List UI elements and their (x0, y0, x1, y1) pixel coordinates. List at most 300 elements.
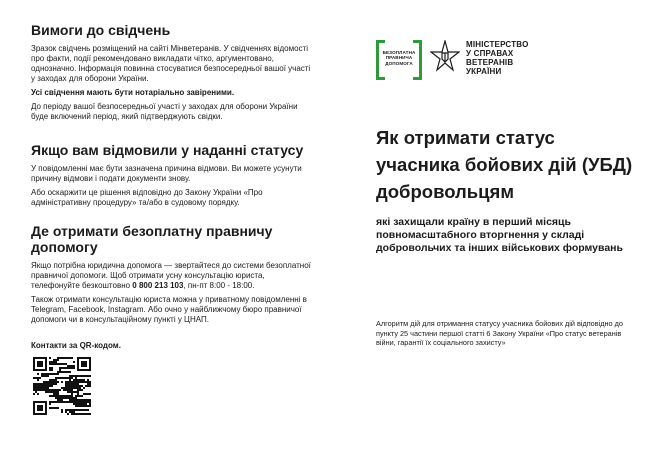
qr-module (79, 401, 81, 403)
qr-module (87, 405, 89, 407)
qr-module (39, 383, 41, 385)
qr-module (49, 367, 51, 369)
qr-module (45, 383, 47, 385)
qr-module (81, 413, 83, 415)
qr-module (73, 413, 75, 415)
qr-module (71, 365, 73, 367)
qr-module (73, 387, 75, 389)
qr-module (85, 399, 87, 401)
qr-module (49, 381, 51, 383)
qr-module (53, 383, 55, 385)
qr-module (37, 383, 39, 385)
qr-module (55, 391, 57, 393)
qr-module (63, 363, 65, 365)
period-note: До періоду вашої безпосередньої участі у заходах для оборони України буде включений період, який підтверджують свідки. (31, 102, 298, 121)
legal-aid-section (31, 223, 311, 329)
qr-module (53, 389, 55, 391)
qr-module (65, 409, 67, 411)
qr-module (55, 407, 57, 409)
qr-module (47, 391, 49, 393)
qr-module (51, 363, 53, 365)
qr-module (55, 373, 57, 375)
qr-module (49, 389, 51, 391)
qr-module (33, 377, 35, 379)
qr-module (71, 357, 73, 359)
qr-module (85, 405, 87, 407)
qr-module (75, 397, 77, 399)
qr-module (77, 403, 79, 405)
qr-module (53, 407, 55, 409)
qr-module (73, 399, 75, 401)
qr-module (51, 373, 53, 375)
qr-module (69, 379, 71, 381)
legal-aid-paragraph-2: Також отримати консультацію юриста можна у приватному повідомленні в Telegram, Facebook, Instagram. Або очно у найближчому бюро правничої допомоги чи в консультаційному пункті у ЦНАП. (31, 295, 307, 324)
qr-module (85, 409, 87, 411)
qr-module (45, 385, 47, 387)
qr-module (51, 401, 53, 403)
logo-bracket-left (376, 40, 385, 80)
qr-module (65, 371, 67, 373)
qr-module (81, 399, 83, 401)
qr-module (55, 361, 57, 363)
qr-module (77, 395, 79, 397)
qr-module (71, 375, 73, 377)
qr-module (83, 413, 85, 415)
qr-module (83, 393, 85, 395)
refusal-paragraph-2: Або оскаржити це рішення відповідно до Закону України «Про адміністративну процедуру» та/або в судовому порядку. (31, 188, 263, 207)
qr-module (71, 401, 73, 403)
qr-module (51, 395, 53, 397)
qr-module (43, 381, 45, 383)
qr-module (51, 385, 53, 387)
qr-module (67, 371, 69, 373)
ministry-name (466, 40, 546, 76)
qr-module (53, 393, 55, 395)
qr-module (81, 379, 83, 381)
qr-module (71, 383, 73, 385)
qr-module (61, 401, 63, 403)
qr-module (55, 397, 57, 399)
qr-module (57, 377, 59, 379)
qr-module (77, 375, 79, 377)
qr-module (53, 391, 55, 393)
qr-module (59, 377, 61, 379)
qr-module (45, 375, 47, 377)
qr-module (81, 403, 83, 405)
qr-module (63, 377, 65, 379)
qr-module (39, 387, 41, 389)
qr-module (43, 375, 45, 377)
qr-module (41, 385, 43, 387)
qr-module (81, 375, 83, 377)
qr-module (77, 389, 79, 391)
qr-module (55, 395, 57, 397)
qr-module (49, 369, 51, 371)
qr-module (47, 375, 49, 377)
qr-module (67, 395, 69, 397)
qr-module (39, 385, 41, 387)
qr-module (69, 401, 71, 403)
qr-module (33, 383, 35, 385)
qr-module (65, 401, 67, 403)
qr-module (51, 389, 53, 391)
qr-module (87, 385, 89, 387)
requirements-paragraph: Зразок свідчень розміщений на сайті Мінветеранів. У свідченнях відомості про факти, події рекомендовано викладати чітко, аргументовано, однозначно. Інформація повинна стосуватися безпосередньої вашої участі у заходах для оборони України. (31, 44, 311, 83)
qr-module (51, 361, 53, 363)
qr-module (73, 381, 75, 383)
qr-module (35, 389, 37, 391)
qr-module (61, 357, 63, 359)
qr-module (69, 365, 71, 367)
qr-module (73, 375, 75, 377)
qr-module (49, 401, 51, 403)
qr-module (79, 389, 81, 391)
refusal-section (31, 142, 311, 212)
qr-module (85, 375, 87, 377)
qr-module (69, 367, 71, 369)
qr-module (57, 363, 59, 365)
qr-module (65, 381, 67, 383)
qr-module (59, 401, 61, 403)
qr-module (55, 381, 57, 383)
qr-module (61, 367, 63, 369)
qr-module (75, 379, 77, 381)
qr-module (41, 387, 43, 389)
qr-module (67, 357, 69, 359)
qr-module (77, 385, 79, 387)
qr-module (57, 359, 59, 361)
legal-aid-text-end: , пн-пт 8:00 - 18:00. (183, 281, 255, 290)
qr-module (57, 401, 59, 403)
qr-module (45, 387, 47, 389)
legal-aid-logo (376, 40, 422, 76)
qr-module (67, 367, 69, 369)
requirements-heading: Вимоги до свідчень (31, 22, 171, 38)
qr-module (71, 377, 73, 379)
contacts-label: Контакти за QR-кодом. (31, 341, 121, 350)
qr-module (43, 383, 45, 385)
qr-module (85, 403, 87, 405)
qr-module (37, 377, 39, 379)
qr-module (65, 357, 67, 359)
qr-module (39, 389, 41, 391)
qr-module (79, 399, 81, 401)
qr-module (89, 399, 91, 401)
ministry-line-2: У СПРАВАХ (466, 49, 514, 58)
qr-module (47, 387, 49, 389)
qr-module (79, 405, 81, 407)
qr-module (55, 377, 57, 379)
qr-module (71, 395, 73, 397)
qr-module (33, 393, 35, 395)
requirements-section (31, 22, 311, 126)
qr-module (69, 409, 71, 411)
qr-module (73, 385, 75, 387)
qr-module (51, 391, 53, 393)
qr-module (65, 383, 67, 385)
qr-module (45, 391, 47, 393)
qr-module (59, 389, 61, 391)
qr-module (75, 377, 77, 379)
qr-module (85, 385, 87, 387)
qr-module (75, 375, 77, 377)
qr-module (67, 409, 69, 411)
qr-module (75, 403, 77, 405)
qr-module (49, 403, 51, 405)
qr-module (37, 379, 39, 381)
qr-module (59, 357, 61, 359)
qr-module (81, 401, 83, 403)
qr-module (37, 389, 39, 391)
qr-module (71, 397, 73, 399)
qr-module (67, 385, 69, 387)
qr-module (69, 395, 71, 397)
qr-module (63, 367, 65, 369)
qr-module (71, 393, 73, 395)
qr-module (75, 409, 77, 411)
qr-module (73, 401, 75, 403)
qr-module (35, 391, 37, 393)
qr-module (57, 397, 59, 399)
qr-module (79, 413, 81, 415)
qr-module (69, 391, 71, 393)
qr-module (47, 385, 49, 387)
qr-module (51, 383, 53, 385)
qr-module (49, 407, 51, 409)
qr-module (57, 381, 59, 383)
qr-module (75, 395, 77, 397)
qr-module (49, 363, 51, 365)
qr-module (85, 413, 87, 415)
qr-module (69, 389, 71, 391)
qr-module (69, 383, 71, 385)
qr-module (33, 385, 35, 387)
ministry-emblem-icon (430, 40, 460, 74)
qr-module (55, 359, 57, 361)
qr-module (69, 387, 71, 389)
qr-module (35, 387, 37, 389)
qr-module (57, 407, 59, 409)
qr-module (49, 379, 51, 381)
qr-module (67, 397, 69, 399)
subtitle: які захищали країну в перший місяць повномасштабного вторгнення у складі добровольчих та інших військових формувань (376, 216, 623, 254)
qr-module (75, 381, 77, 383)
qr-module (79, 387, 81, 389)
qr-module (87, 399, 89, 401)
qr-module (49, 395, 51, 397)
qr-module (37, 393, 39, 395)
qr-module (87, 393, 89, 395)
qr-module (81, 395, 83, 397)
qr-module (65, 387, 67, 389)
qr-module (41, 373, 43, 375)
qr-module (59, 363, 61, 365)
qr-module (53, 381, 55, 383)
qr-module (57, 395, 59, 397)
qr-module (67, 383, 69, 385)
qr-module (59, 397, 61, 399)
qr-module (89, 403, 91, 405)
qr-module (89, 385, 91, 387)
qr-module (57, 389, 59, 391)
qr-module (57, 393, 59, 395)
qr-module (47, 383, 49, 385)
qr-module (57, 371, 59, 373)
qr-module (81, 389, 83, 391)
ministry-line-3: ВЕТЕРАНІВ (466, 58, 514, 67)
qr-module (53, 363, 55, 365)
qr-module (53, 379, 55, 381)
qr-module (43, 385, 45, 387)
qr-module (53, 401, 55, 403)
qr-module (73, 411, 75, 413)
legal-aid-paragraph-1 (31, 261, 311, 291)
qr-module (67, 401, 69, 403)
qr-module (63, 387, 65, 389)
qr-module (83, 387, 85, 389)
qr-module (55, 363, 57, 365)
qr-code[interactable] (33, 357, 91, 415)
qr-module (59, 371, 61, 373)
qr-module (83, 405, 85, 407)
qr-module (69, 397, 71, 399)
qr-module (77, 381, 79, 383)
qr-module (87, 413, 89, 415)
qr-module (87, 375, 89, 377)
legal-aid-text-start: Якщо потрібна юридична допомога — звертайтеся до системи безоплатної правничої допомоги. Щоб отримати усну консультацію юриста, телефонуйте безкоштовно (31, 261, 311, 290)
qr-module (81, 409, 83, 411)
qr-module (87, 379, 89, 381)
qr-module (33, 387, 35, 389)
qr-module (83, 403, 85, 405)
qr-module (61, 395, 63, 397)
qr-module (37, 387, 39, 389)
qr-module (77, 405, 79, 407)
qr-module (89, 401, 91, 403)
qr-module (85, 381, 87, 383)
qr-module (69, 399, 71, 401)
qr-module (65, 397, 67, 399)
qr-module (89, 383, 91, 385)
qr-module (61, 409, 63, 411)
qr-module (49, 357, 51, 359)
qr-module (77, 399, 79, 401)
qr-module (67, 381, 69, 383)
qr-module (89, 381, 91, 383)
qr-module (37, 405, 43, 411)
qr-module (73, 379, 75, 381)
qr-module (71, 409, 73, 411)
qr-module (77, 387, 79, 389)
qr-module (75, 391, 77, 393)
qr-module (77, 409, 79, 411)
qr-module (71, 399, 73, 401)
qr-module (71, 381, 73, 383)
qr-module (53, 361, 55, 363)
qr-module (81, 385, 83, 387)
notarization-note: Усі свідчення мають бути нотаріально завіреними. (31, 88, 235, 97)
qr-module (67, 377, 69, 379)
qr-module (61, 411, 63, 413)
qr-module (69, 377, 71, 379)
qr-module (89, 393, 91, 395)
qr-module (69, 411, 71, 413)
qr-module (79, 409, 81, 411)
qr-module (51, 407, 53, 409)
refusal-paragraph-1: У повідомленні має бути зазначена причина відмови. Ви можете усунути причину відмови і подати документи знову. (31, 164, 302, 183)
qr-module (89, 413, 91, 415)
qr-module (65, 395, 67, 397)
qr-module (55, 393, 57, 395)
qr-module (79, 375, 81, 377)
qr-module (81, 361, 87, 367)
qr-module (89, 405, 91, 407)
qr-module (73, 403, 75, 405)
qr-module (51, 367, 53, 369)
qr-module (75, 387, 77, 389)
qr-module (41, 375, 43, 377)
qr-module (67, 413, 69, 415)
qr-module (41, 383, 43, 385)
logo-block (376, 40, 546, 76)
qr-module (65, 377, 67, 379)
qr-module (55, 383, 57, 385)
qr-module (53, 359, 55, 361)
qr-module (71, 387, 73, 389)
qr-module (55, 389, 57, 391)
qr-module (79, 395, 81, 397)
logo-bracket-right (413, 40, 422, 80)
qr-module (71, 389, 73, 391)
qr-module (83, 375, 85, 377)
qr-module (87, 383, 89, 385)
qr-module (75, 399, 77, 401)
qr-module (35, 383, 37, 385)
qr-module (69, 381, 71, 383)
qr-module (71, 391, 73, 393)
qr-module (81, 381, 83, 383)
qr-module (87, 381, 89, 383)
qr-module (71, 411, 73, 413)
qr-module (59, 395, 61, 397)
qr-module (83, 401, 85, 403)
qr-module (39, 377, 41, 379)
qr-module (57, 357, 59, 359)
qr-module (83, 409, 85, 411)
qr-module (61, 397, 63, 399)
qr-module (79, 381, 81, 383)
qr-module (69, 357, 71, 359)
qr-module (45, 389, 47, 391)
qr-module (77, 383, 79, 385)
qr-module (45, 373, 47, 375)
qr-module (43, 373, 45, 375)
qr-module (87, 401, 89, 403)
qr-module (81, 405, 83, 407)
qr-module (69, 375, 71, 377)
qr-module (49, 385, 51, 387)
qr-module (67, 365, 69, 367)
qr-module (67, 389, 69, 391)
qr-module (63, 395, 65, 397)
hotline-phone[interactable]: 0 800 213 103 (132, 281, 184, 290)
qr-module (67, 387, 69, 389)
qr-module (49, 361, 51, 363)
qr-module (55, 401, 57, 403)
qr-module (43, 387, 45, 389)
qr-module (67, 391, 69, 393)
qr-module (49, 373, 51, 375)
